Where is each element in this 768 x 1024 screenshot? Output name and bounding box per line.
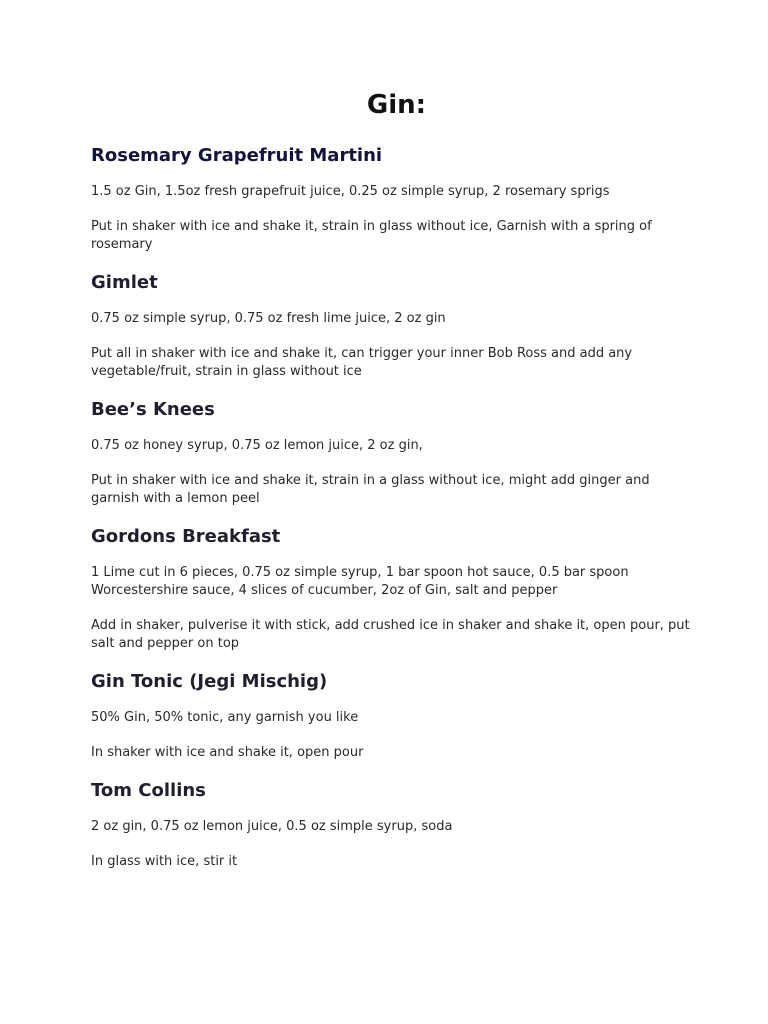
recipe-tom-collins [91, 780, 692, 871]
recipe-heading: Gimlet [91, 272, 158, 293]
recipe-heading: Gin Tonic (Jegi Mischig) [91, 671, 328, 692]
recipe-gordons-breakfast [91, 526, 692, 653]
recipe-heading: Bee’s Knees [91, 399, 215, 420]
recipe-instructions: Put in shaker with ice and shake it, strain in glass without ice, Garnish with a spring of rosemary [91, 219, 652, 252]
recipe-gimlet [91, 272, 692, 381]
recipe-heading: Gordons Breakfast [91, 526, 281, 547]
recipe-ingredients: 2 oz gin, 0.75 oz lemon juice, 0.5 oz simple syrup, soda [91, 819, 453, 834]
recipe-heading: Tom Collins [91, 780, 206, 801]
recipe-ingredients: 0.75 oz simple syrup, 0.75 oz fresh lime juice, 2 oz gin [91, 311, 446, 326]
recipe-instructions: In shaker with ice and shake it, open pour [91, 745, 364, 760]
recipe-instructions: Put in shaker with ice and shake it, strain in a glass without ice, might add ginger and garnish with a lemon peel [91, 473, 650, 506]
recipe-instructions: Add in shaker, pulverise it with stick, add crushed ice in shaker and shake it, open pour, put salt and pepper on top [91, 618, 690, 651]
recipe-instructions: Put all in shaker with ice and shake it, can trigger your inner Bob Ross and add any vegetable/fruit, strain in glass without ice [91, 346, 633, 379]
recipe-ingredients: 1 Lime cut in 6 pieces, 0.75 oz simple syrup, 1 bar spoon hot sauce, 0.5 bar spoon Worcestershire sauce, 4 slices of cucumber, 2oz of Gin, salt and pepper [91, 565, 629, 598]
recipe-ingredients: 0.75 oz honey syrup, 0.75 oz lemon juice, 2 oz gin, [91, 438, 423, 453]
recipe-ingredients: 1.5 oz Gin, 1.5oz fresh grapefruit juice, 0.25 oz simple syrup, 2 rosemary sprigs [91, 184, 610, 199]
recipe-instructions: In glass with ice, stir it [91, 854, 238, 869]
recipe-ingredients: 50% Gin, 50% tonic, any garnish you like [91, 710, 359, 725]
recipe-heading: Rosemary Grapefruit Martini [91, 145, 383, 166]
page-title: Gin: [366, 90, 427, 120]
recipe-bees-knees [91, 399, 692, 508]
recipe-rosemary-grapefruit-martini [91, 145, 692, 254]
recipe-gin-tonic [91, 671, 692, 762]
